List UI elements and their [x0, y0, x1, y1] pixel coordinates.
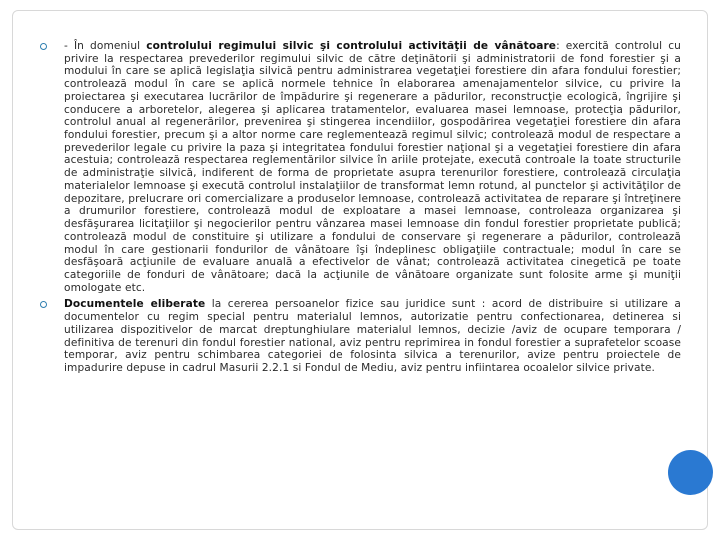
bullet-item-documents	[40, 298, 681, 374]
bullet-lead-heading: controlului regimului silvic şi controlului activităţii de vânătoare	[146, 40, 557, 52]
bullet-body-text: la cererea persoanelor fizice sau juridice sunt : acord de distribuire si utilizare a documentelor cu regim special pentru materialul lemnos, autorizatie pentru confectionarea, detinerea si utilizarea dispozitivelor de marcat dreptunghiulare materialul lemnos, decizie /aviz de ocupare temporara / definitiva de terenuri din fondul forestier national, aviz pentru reprimirea in fondul forestier a suprafetelor scoase temporar, aviz pentru schimbarea categoriei de folosinta silvica a terenurilor, avize pentru proiectele de impadurire depuse in cadrul Masurii 2.2.1 si Fondul de Mediu, aviz pentru infiintarea ocoalelor silvice private.	[64, 298, 681, 374]
circle-bullet-icon	[40, 301, 47, 308]
decorative-blue-circle	[668, 450, 713, 495]
bullet-body-text: : exercită controlul cu privire la respectarea prevederilor regimului silvic de către deţinătorii şi administratorii de fond forestier şi a modului în care se aplică legislaţia silvică pentru administrarea vegetaţiei forestiere din afara fondului forestier; controlează modul în care se aplică normele tehnice în elaborarea amenajamentelor silvice, cu privire la proiectarea şi executarea lucrărilor de împădurire şi regenerare a pădurilor, reconstrucţie ecologică, îngrijire şi conducere a arboretelor, alegerea şi aplicarea tratamentelor, evaluarea masei lemnoase, protecţia pădurilor, controlul anual al regenerărilor, prevenirea şi stingerea incendiilor, gospodărirea vegetaţiei forestiere din afara fondului forestier, precum şi a altor norme care reglementează regimul silvic; controlează modul de respectare a prevederilor legale cu privire la paza şi integritatea fondului forestier naţional şi a vegetaţiei forestiere din afara acestuia; controlează respectarea reglementărilor silvice în ariile protejate, execută controale la toate structurile de administraţie silvică, indiferent de forma de proprietate asupra terenurilor forestiere, controlează circulaţia materialelor lemnoase şi execută controlul instalaţiilor de transformat lemn rotund, al punctelor şi activităţilor de depozitare, prelucrare ori comercializare a produselor lemnoase, controlează activitatea de reparare şi întreţinere a drumurilor forestiere, controlează modul de exploatare a masei lemnoase, controleaza organizarea şi desfăşurarea licitaţiilor şi negocierilor pentru vânzarea masei lemnoase din fondul forestier proprietate publică; controlează modul de constituire şi utilizare a fondului de conservare şi regenerare a pădurilor, controlează modul în care gestionarii fondurilor de vânătoare îşi îndeplinesc obligaţiile contractuale; modul în care se desfăşoară acţiunile de evaluare anuală a efectivelor de vânat; controlează activitatea cinegetică pe toate categoriile de fonduri de vânătoare; dacă la acţiunile de vânătoare organizate sunt folosite arme şi muniţii omologate etc.	[64, 40, 681, 294]
bullet-lead-heading: Documentele eliberate	[64, 298, 206, 311]
bullet-prefix: - În domeniul	[64, 40, 147, 52]
circle-bullet-icon	[40, 43, 47, 50]
slide-body	[40, 40, 681, 375]
bullet-item-control	[40, 40, 681, 294]
